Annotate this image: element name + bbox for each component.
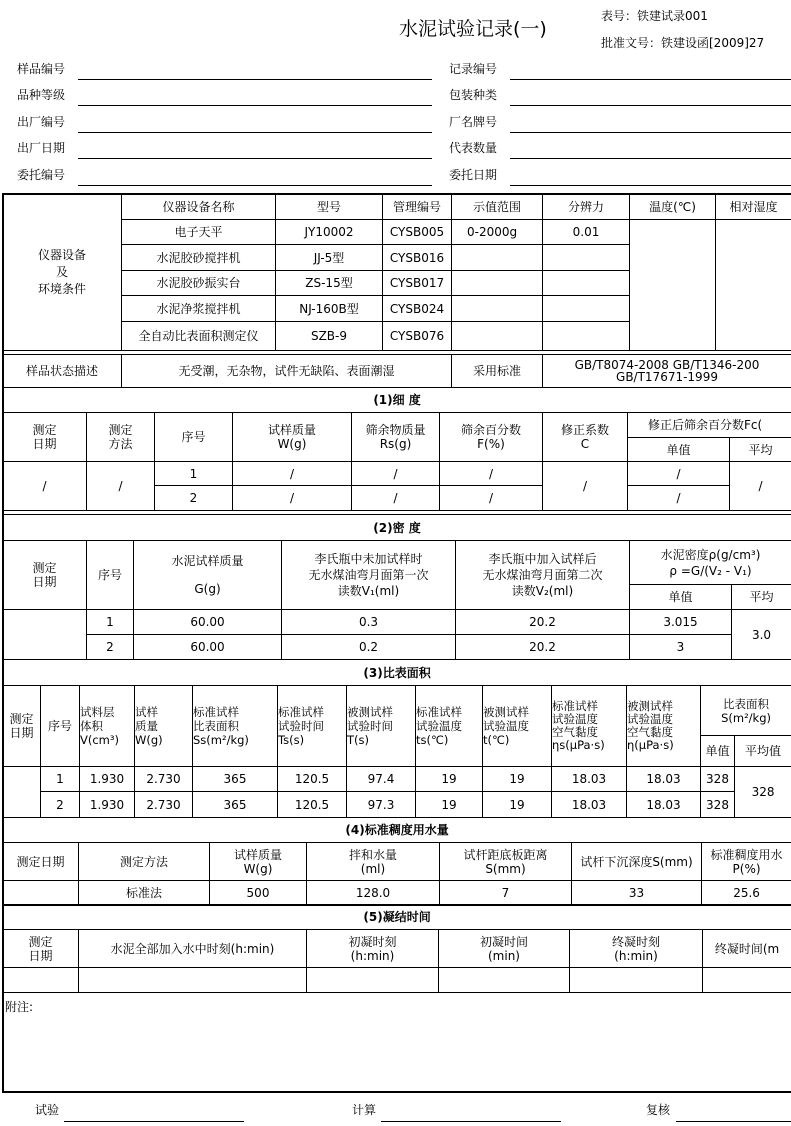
header-cell: 标准稠度用水 P(%) [702, 843, 791, 881]
surface-visc-std[interactable]: 18.03 [552, 792, 627, 818]
setting-title: (5)凝结时间 [3, 905, 791, 930]
surface-ts[interactable]: 120.5 [278, 767, 347, 792]
header-cell: 修正后筛余百分数Fc( [628, 413, 791, 438]
header-cell: 试料层 体积 V(cm³) [80, 686, 135, 767]
fineness-title: (1)细 度 [3, 388, 791, 413]
surface-visc-std[interactable]: 18.03 [552, 767, 627, 792]
header-cell: 标准试样 比表面积 Ss(m²/kg) [193, 686, 278, 767]
equipment-section-label: 仪器设备 及 环境条件 [3, 195, 122, 351]
signature-label-calc: 计算 [352, 1103, 377, 1117]
page-title: 水泥试验记录(一) [399, 18, 547, 40]
signature-line-test[interactable] [64, 1121, 244, 1122]
density-no: 2 [87, 635, 134, 660]
density-single[interactable]: 3.015 [630, 610, 732, 635]
header-cell: 测定方法 [79, 843, 210, 881]
setting-date[interactable] [3, 968, 79, 993]
fineness-no: 1 [155, 462, 233, 486]
header-cell: 试杆下沉深度S(mm) [572, 843, 702, 881]
equipment-model[interactable]: ZS-15型 [276, 271, 383, 296]
density-table [2, 514, 791, 660]
header-cell: 序号 [87, 541, 134, 610]
surface-avg[interactable]: 328 [735, 767, 791, 818]
density-title: (2)密 度 [3, 515, 791, 541]
header-cell: 李氏瓶中未加试样时 无水煤油弯月面第一次 读数V₁(ml) [282, 541, 456, 610]
sample-state-value[interactable]: 无受潮，无杂物，试件无缺陷、表面潮湿 [122, 355, 452, 388]
header-cell: 平均 [732, 585, 791, 610]
standard-line-1: GB/T8074-2008 GB/T1346-200 [574, 358, 760, 372]
equipment-code[interactable]: CYSB017 [383, 271, 452, 296]
fineness-rs[interactable]: / [352, 486, 440, 511]
equipment-name[interactable]: 全自动比表面积测定仪 [122, 322, 276, 351]
signature-line-review[interactable] [676, 1121, 791, 1122]
equipment-resolution[interactable] [543, 271, 630, 296]
surface-ss[interactable]: 365 [193, 792, 278, 818]
header-cell: 标准试样 试验温度 空气黏度 ηs(μPa·s) [552, 686, 627, 767]
field-label: 委托编号 [17, 168, 66, 182]
surface-temp[interactable]: 19 [483, 767, 552, 792]
header-cell: 拌和水量 (ml) [307, 843, 440, 881]
field-label: 厂名牌号 [449, 115, 498, 129]
equipment-code[interactable]: CYSB076 [383, 322, 452, 351]
surface-ts[interactable]: 120.5 [278, 792, 347, 818]
equipment-table [2, 194, 791, 351]
field-label: 委托日期 [449, 168, 498, 182]
surface-v[interactable]: 1.930 [80, 792, 135, 818]
setting-initial-moment[interactable] [307, 968, 439, 993]
field-label: 出厂编号 [17, 115, 66, 129]
density-v2[interactable]: 20.2 [456, 610, 630, 635]
field-label: 样品编号 [17, 62, 66, 76]
header-cell: 试样质量 W(g) [210, 843, 307, 881]
header-cell: 型号 [276, 195, 383, 220]
density-g[interactable]: 60.00 [134, 610, 282, 635]
equipment-name[interactable]: 水泥胶砂搅拌机 [122, 245, 276, 271]
equipment-code[interactable]: CYSB024 [383, 296, 452, 322]
header-cell: 试样质量 W(g) [233, 413, 352, 462]
surface-t[interactable]: 97.4 [347, 767, 416, 792]
equipment-range[interactable] [452, 296, 543, 322]
fineness-table [2, 387, 791, 511]
header-cell: 李氏瓶中加入试样后 无水煤油弯月面第二次 读数V₂(ml) [456, 541, 630, 610]
field-line[interactable] [510, 185, 791, 186]
fineness-avg[interactable]: / [730, 462, 791, 511]
header-cell: 测定日期 [3, 843, 79, 881]
form-number: 表号：铁建试录001 [601, 9, 708, 23]
density-v1[interactable]: 0.3 [282, 610, 456, 635]
setting-final-moment[interactable] [570, 968, 703, 993]
surface-visc[interactable]: 18.03 [627, 792, 701, 818]
fineness-w[interactable]: / [233, 462, 352, 486]
surface-no: 1 [41, 767, 80, 792]
consistency-date[interactable] [3, 881, 79, 906]
header-cell: 终凝时间(m [703, 930, 791, 968]
fineness-method[interactable]: / [87, 462, 155, 511]
setting-table [2, 904, 791, 993]
field-label: 出厂日期 [17, 141, 66, 155]
surface-visc[interactable]: 18.03 [627, 767, 701, 792]
standard-line-2: GB/T17671-1999 [616, 370, 718, 384]
density-date[interactable] [3, 610, 87, 660]
signature-label-review: 复核 [646, 1103, 671, 1117]
consistency-depth[interactable]: 33 [572, 881, 702, 906]
surface-v[interactable]: 1.930 [80, 767, 135, 792]
header-cell: 平均值 [735, 736, 791, 767]
header-cell: 比表面积 S(m²/kg) [701, 686, 791, 736]
header-cell: 被测试样 试验时间 T(s) [347, 686, 416, 767]
equipment-range[interactable] [452, 245, 543, 271]
header-cell: 测定 日期 [3, 930, 79, 968]
equipment-resolution[interactable] [543, 245, 630, 271]
equipment-code[interactable]: CYSB016 [383, 245, 452, 271]
temperature-cell[interactable] [630, 220, 716, 351]
surface-single[interactable]: 328 [701, 767, 735, 792]
standard-value[interactable] [543, 355, 791, 388]
density-g[interactable]: 60.00 [134, 635, 282, 660]
header-cell: 初凝时刻 (h:min) [307, 930, 439, 968]
field-label: 记录编号 [449, 62, 498, 76]
header-cell: 初凝时间 (min) [439, 930, 570, 968]
header-cell: 示值范围 [452, 195, 543, 220]
field-line[interactable] [78, 79, 432, 80]
density-no: 1 [87, 610, 134, 635]
header-cell: 单值 [701, 736, 735, 767]
equipment-range[interactable]: 0-2000g [452, 220, 543, 245]
header-cell: 修正系数 C [543, 413, 628, 462]
surface-single[interactable]: 328 [701, 792, 735, 818]
sample-state-table [2, 354, 791, 388]
consistency-p[interactable]: 25.6 [702, 881, 791, 906]
equipment-resolution[interactable] [543, 322, 630, 351]
header-cell: 水泥密度ρ(g/cm³) ρ =G/(V₂ - V₁) [630, 541, 791, 585]
setting-initial-time[interactable] [439, 968, 570, 993]
humidity-cell[interactable] [716, 220, 791, 351]
fineness-single[interactable]: / [628, 486, 730, 511]
field-label: 品种等级 [17, 88, 66, 102]
equipment-resolution[interactable] [543, 296, 630, 322]
density-v1[interactable]: 0.2 [282, 635, 456, 660]
header-cell: 序号 [41, 686, 80, 767]
header-cell: 标准试样 试验温度 ts(℃) [416, 686, 483, 767]
field-line[interactable] [510, 132, 791, 133]
equipment-name[interactable]: 水泥胶砂振实台 [122, 271, 276, 296]
consistency-w[interactable]: 500 [210, 881, 307, 906]
header-cell: 筛余物质量 Rs(g) [352, 413, 440, 462]
equipment-model[interactable]: NJ-160B型 [276, 296, 383, 322]
note-label: 附注: [5, 1000, 34, 1014]
equipment-model[interactable]: SZB-9 [276, 322, 383, 351]
surface-ss[interactable]: 365 [193, 767, 278, 792]
fineness-c[interactable]: / [543, 462, 628, 511]
header-cell: 管理编号 [383, 195, 452, 220]
field-line[interactable] [510, 79, 791, 80]
surface-no: 2 [41, 792, 80, 818]
header-cell: 终凝时刻 (h:min) [570, 930, 703, 968]
header-cell: 筛余百分数 F(%) [440, 413, 543, 462]
field-label: 代表数量 [449, 141, 498, 155]
header-cell: 测定 日期 [3, 686, 41, 767]
fineness-f[interactable]: / [440, 486, 543, 511]
equipment-name[interactable]: 电子天平 [122, 220, 276, 245]
equipment-resolution[interactable]: 0.01 [543, 220, 630, 245]
field-line[interactable] [78, 105, 432, 106]
surface-table [2, 659, 791, 818]
header-cell: 相对湿度 [716, 195, 791, 220]
setting-final-time[interactable] [703, 968, 791, 993]
header-cell: 平均 [730, 438, 791, 462]
fineness-single[interactable]: / [628, 462, 730, 486]
header-cell: 测定 日期 [3, 541, 87, 610]
setting-add-time[interactable] [79, 968, 307, 993]
header-cell: 试杆距底板距离 S(mm) [440, 843, 572, 881]
fineness-date[interactable]: / [3, 462, 87, 511]
consistency-table [2, 817, 791, 906]
header-cell: 序号 [155, 413, 233, 462]
field-line[interactable] [510, 105, 791, 106]
note-area[interactable] [2, 992, 791, 1093]
header-cell: 仪器设备名称 [122, 195, 276, 220]
signature-label-test: 试验 [35, 1103, 60, 1117]
header-cell: 测定 日期 [3, 413, 87, 462]
standard-label: 采用标准 [452, 355, 543, 388]
fineness-rs[interactable]: / [352, 462, 440, 486]
header-cell: 单值 [630, 585, 732, 610]
surface-temp-std[interactable]: 19 [416, 767, 483, 792]
header-cell: 水泥全部加入水中时刻(h:min) [79, 930, 307, 968]
surface-t[interactable]: 97.3 [347, 792, 416, 818]
fineness-w[interactable]: / [233, 486, 352, 511]
field-line[interactable] [78, 185, 432, 186]
consistency-method[interactable]: 标准法 [79, 881, 210, 906]
header-cell: 单值 [628, 438, 730, 462]
consistency-title: (4)标准稠度用水量 [3, 818, 791, 843]
density-avg[interactable]: 3.0 [732, 610, 791, 660]
field-line[interactable] [78, 132, 432, 133]
surface-w[interactable]: 2.730 [135, 792, 193, 818]
signature-line-calc[interactable] [381, 1121, 561, 1122]
header-cell: 分辨力 [543, 195, 630, 220]
equipment-range[interactable] [452, 271, 543, 296]
density-v2[interactable]: 20.2 [456, 635, 630, 660]
surface-w[interactable]: 2.730 [135, 767, 193, 792]
density-single[interactable]: 3 [630, 635, 732, 660]
equipment-range[interactable] [452, 322, 543, 351]
surface-temp[interactable]: 19 [483, 792, 552, 818]
field-line[interactable] [78, 158, 432, 159]
field-label: 包装种类 [449, 88, 498, 102]
equipment-model[interactable]: JY10002 [276, 220, 383, 245]
header-cell: 温度(℃) [630, 195, 716, 220]
field-line[interactable] [510, 158, 791, 159]
header-cell: 标准试样 试验时间 Ts(s) [278, 686, 347, 767]
equipment-code[interactable]: CYSB005 [383, 220, 452, 245]
header-cell: 试样 质量 W(g) [135, 686, 193, 767]
equipment-name[interactable]: 水泥净浆搅拌机 [122, 296, 276, 322]
equipment-model[interactable]: JJ-5型 [276, 245, 383, 271]
header-cell: 水泥试样质量 G(g) [134, 541, 282, 610]
approval-number: 批准文号：铁建设函[2009]27 [601, 36, 765, 50]
consistency-water[interactable]: 128.0 [307, 881, 440, 906]
fineness-f[interactable]: / [440, 462, 543, 486]
surface-temp-std[interactable]: 19 [416, 792, 483, 818]
surface-title: (3)比表面积 [3, 660, 791, 686]
surface-date[interactable] [3, 767, 41, 818]
header-cell: 测定 方法 [87, 413, 155, 462]
header-cell: 被测试样 试验温度 空气黏度 η(μPa·s) [627, 686, 701, 767]
header-cell: 被测试样 试验温度 t(℃) [483, 686, 552, 767]
fineness-no: 2 [155, 486, 233, 511]
consistency-s[interactable]: 7 [440, 881, 572, 906]
sample-state-label: 样品状态描述 [3, 355, 122, 388]
